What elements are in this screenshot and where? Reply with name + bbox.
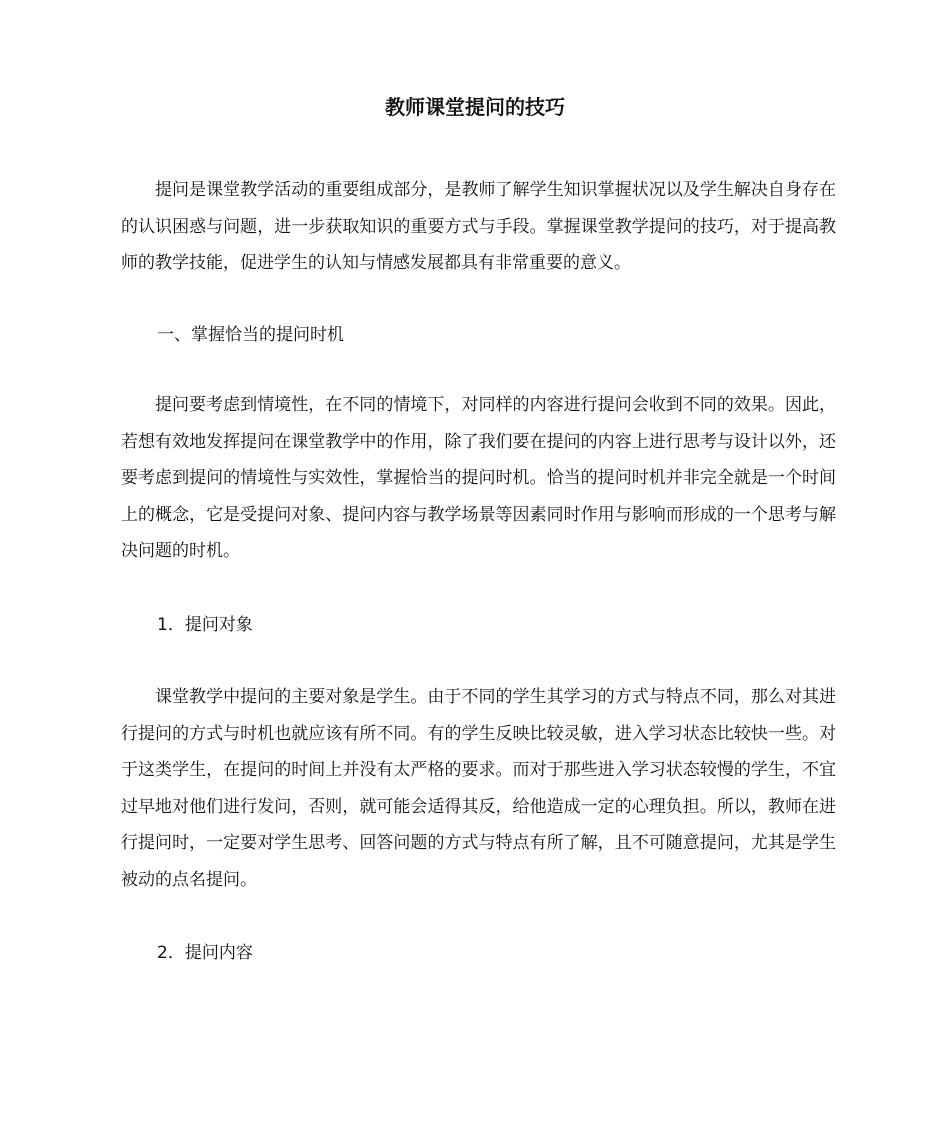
section-heading: 一、掌握恰当的提问时机: [157, 325, 344, 345]
subsection-heading: 2．提问内容: [157, 943, 253, 963]
subsection-heading: 1．提问对象: [157, 615, 253, 635]
section-paragraph: 提问要考虑到情境性，在不同的情境下，对同样的内容进行提问会收到不同的效果。因此，若想有效地发挥提问在课堂教学中的作用，除了我们要在提问的内容上进行思考与设计以外，还要考虑到提问的情境性与实效性，掌握恰当的提问时机。恰当的提问时机并非完全就是一个时间上的概念，它是受提问对象、提问内容与教学场景等因素同时作用与影响而形成的一个思考与解决问题的时机。: [121, 395, 836, 561]
document-title: 教师课堂提问的技巧: [385, 95, 565, 119]
intro-paragraph: 提问是课堂教学活动的重要组成部分，是教师了解学生知识掌握状况以及学生解决自身存在的认识困惑与问题，进一步获取知识的重要方式与手段。掌握课堂教学提问的技巧，对于提高教师的教学技能，促进学生的认知与情感发展都具有非常重要的意义。: [121, 180, 836, 273]
subsection-paragraph: 课堂教学中提问的主要对象是学生。由于不同的学生其学习的方式与特点不同，那么对其进行提问的方式与时机也就应该有所不同。有的学生反映比较灵敏，进入学习状态比较快一些。对于这类学生，在提问的时间上并没有太严格的要求。而对于那些进入学习状态较慢的学生，不宜过早地对他们进行发问，否则，就可能会适得其反，给他造成一定的心理负担。所以，教师在进行提问时，一定要对学生思考、回答问题的方式与特点有所了解，且不可随意提问，尤其是学生被动的点名提问。: [121, 687, 836, 890]
